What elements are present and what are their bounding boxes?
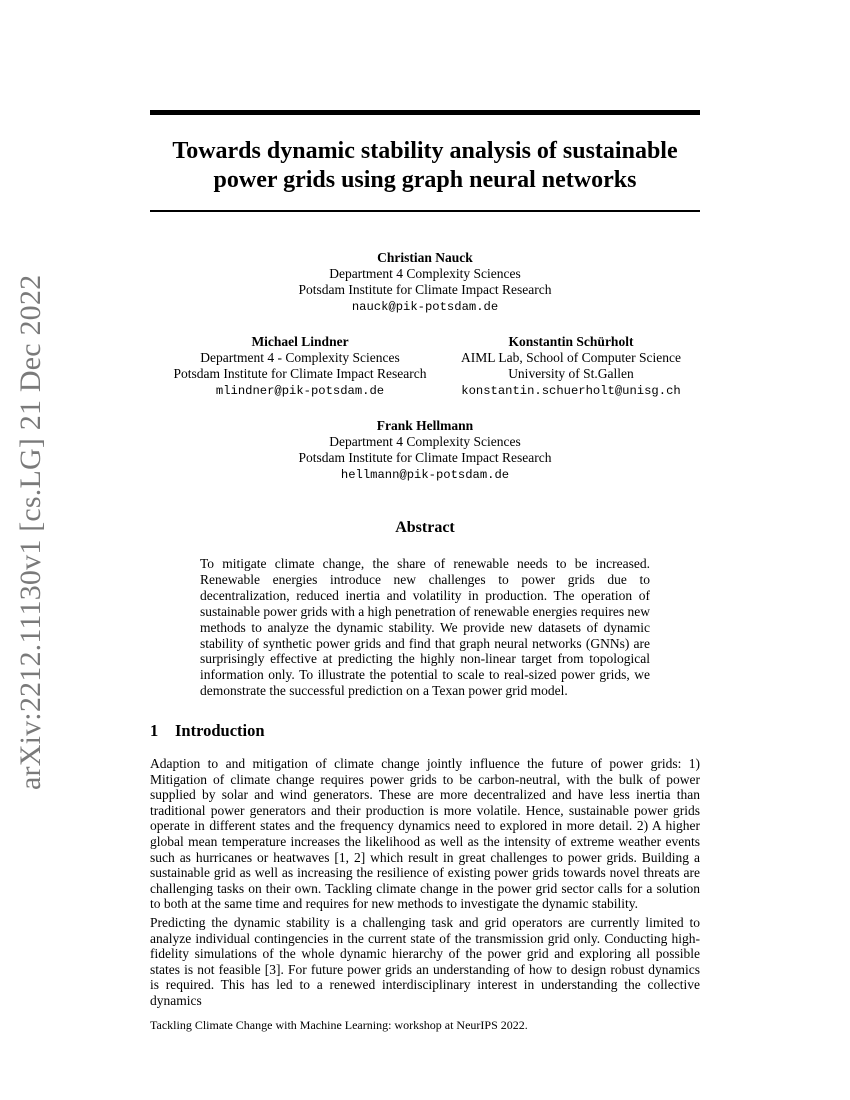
author-name: Frank Hellmann bbox=[376, 418, 474, 433]
author-department: Department 4 - Complexity Sciences bbox=[200, 350, 400, 366]
author-block-schuerholt bbox=[426, 334, 716, 399]
author-block-nauck bbox=[225, 250, 625, 315]
section-number: 1 bbox=[150, 721, 159, 740]
author-name: Christian Nauck bbox=[377, 250, 473, 265]
section-heading bbox=[150, 720, 265, 742]
body-paragraph: Adaption to and mitigation of climate change jointly influence the future of power grids: 1) Mitigation of climate change requires power grids to be carbon-neutral, with the bulk of power supplied by solar and wind generators. These are more decentralized and have less inertia than traditional power generators and their production is more volatile. Hence, sustainable power grids operate in different states and the frequency dynamics need to explored in more detail. 2) A higher global mean temperature increases the likelihood as well as the intensity of extreme weather events such as hurricanes or heatwaves [1, 2] which result in great challenges to power grids. Building a sustainable grid as well as increasing the resilience of existing power grids towards novel threats are challenging tasks on their own. Tackling climate change in the power grid sector calls for a solution to both at the same time and requires for new methods to investigate the dynamic stability. bbox=[150, 756, 700, 912]
author-institution: Potsdam Institute for Climate Impact Research bbox=[298, 450, 552, 466]
body-paragraph: Predicting the dynamic stability is a challenging task and grid operators are currently limited to analyze individual contingencies in the current state of the transmission grid only. Conducting high-fidelity simulations of the whole dynamic hierarchy of the power grid and exploring all possible states is not feasible [3]. For future power grids an understanding of how to design robust dynamics is required. This has led to a renewed interdisciplinary interest in understanding the collective dynamics bbox=[150, 915, 700, 1008]
author-email: hellmann@pik-potsdam.de bbox=[340, 467, 510, 482]
abstract-heading: Abstract bbox=[395, 519, 455, 536]
title-line-1: Towards dynamic stability analysis of sustainable bbox=[172, 138, 678, 164]
author-block-lindner bbox=[150, 334, 450, 399]
author-email: konstantin.schuerholt@unisg.ch bbox=[461, 383, 681, 398]
author-institution: University of St.Gallen bbox=[508, 366, 634, 382]
paper-title bbox=[150, 137, 700, 195]
title-top-rule bbox=[150, 110, 700, 115]
section-title: Introduction bbox=[175, 721, 265, 740]
author-institution: Potsdam Institute for Climate Impact Research bbox=[173, 366, 427, 382]
author-name: Konstantin Schürholt bbox=[508, 334, 634, 349]
author-department: Department 4 Complexity Sciences bbox=[329, 266, 521, 282]
author-institution: Potsdam Institute for Climate Impact Research bbox=[298, 282, 552, 298]
author-name: Michael Lindner bbox=[251, 334, 349, 349]
title-line-2: power grids using graph neural networks bbox=[213, 167, 637, 193]
author-department: Department 4 Complexity Sciences bbox=[329, 434, 521, 450]
abstract-text: To mitigate climate change, the share of renewable needs to be increased. Renewable energies introduce new challenges to power grids due to decentralization, reduced inertia and volatility in production. The operation of sustainable power grids with a high penetration of renewable energies requires new methods to analyze the dynamic stability. We provide new datasets of dynamic stability of synthetic power grids and find that graph neural networks (GNNs) are surprisingly effective at predicting the highly non-linear target from topological information only. To illustrate the potential to scale to real-sized power grids, we demonstrate the successful prediction on a Texan power grid model. bbox=[200, 556, 650, 699]
author-email: mlindner@pik-potsdam.de bbox=[215, 383, 385, 398]
author-department: AIML Lab, School of Computer Science bbox=[461, 350, 681, 366]
footnote: Tackling Climate Change with Machine Learning: workshop at NeurIPS 2022. bbox=[150, 1018, 528, 1032]
author-email: nauck@pik-potsdam.de bbox=[351, 299, 499, 314]
author-block-hellmann bbox=[225, 418, 625, 483]
arxiv-identifier: arXiv:2212.11130v1 [cs.LG] 21 Dec 2022 bbox=[14, 274, 47, 790]
title-bottom-rule bbox=[150, 210, 700, 212]
